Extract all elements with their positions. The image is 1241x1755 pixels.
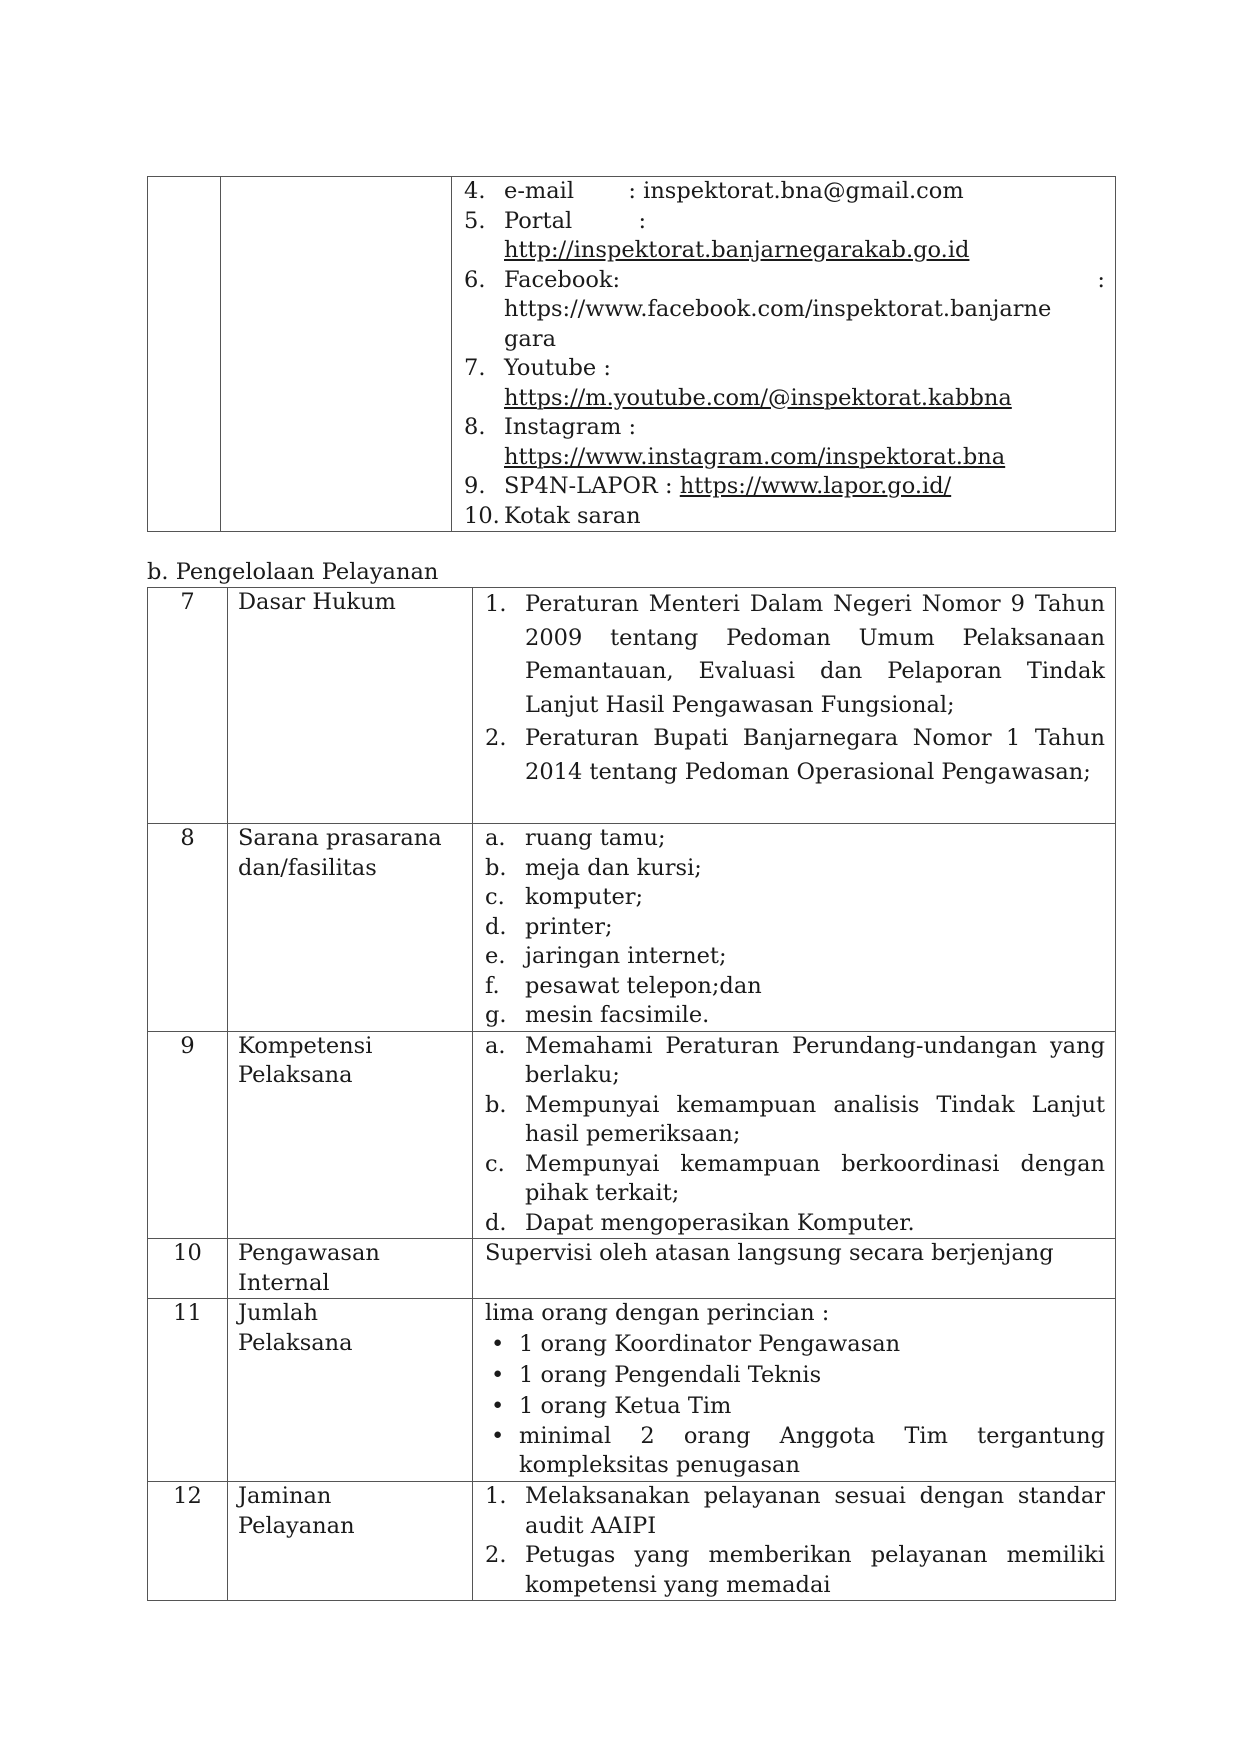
cell-label: [221, 177, 452, 532]
list-item: [485, 1391, 1105, 1422]
list-item: [485, 1422, 1105, 1481]
separator: :: [628, 178, 636, 204]
item-text: Peraturan Bupati Banjarnegara Nomor 1 Tahun 2014 tentang Pedoman Operasional Pengawasan;: [525, 725, 1105, 785]
contact-label: e-mail: [504, 178, 575, 204]
competency-list: [485, 1032, 1105, 1239]
list-marker: 10.: [464, 502, 500, 529]
row-label: Jaminan Pelayanan: [228, 1482, 473, 1601]
row-label: Kompetensi Pelaksana: [228, 1031, 473, 1239]
list-item: [485, 913, 1105, 943]
item-text: meja dan kursi;: [525, 854, 702, 881]
list-marker: a.: [485, 825, 506, 851]
table-row: [148, 1299, 1116, 1482]
item-text: Petugas yang memberikan pelayanan memiliki kompetensi yang memadai: [525, 1542, 1105, 1598]
list-item: [485, 1032, 1105, 1091]
item-text: komputer;: [525, 884, 644, 910]
list-marker: b.: [485, 854, 507, 881]
list-marker: c.: [485, 884, 505, 910]
service-guarantee-list: [485, 1482, 1105, 1600]
list-marker: d.: [485, 1209, 507, 1236]
list-item: [464, 266, 1105, 355]
row-label: Pengawasan Internal: [228, 1239, 473, 1299]
intro-text: lima orang dengan perincian :: [485, 1300, 830, 1326]
list-item: [485, 1541, 1105, 1600]
contact-label: Facebook:: [504, 266, 621, 293]
table-row: [148, 588, 1116, 824]
item-text: minimal 2 orang Anggota Tim tergantung kompleksitas penugasan: [519, 1422, 1105, 1478]
list-item: [485, 1360, 1105, 1391]
table-row: [148, 1031, 1116, 1239]
list-item: [485, 1150, 1105, 1209]
service-management-table: [147, 587, 1116, 1601]
row-number: 8: [148, 824, 228, 1032]
bullet-marker: •: [491, 1422, 505, 1449]
bullet-marker: •: [491, 1361, 505, 1388]
item-text: mesin facsimile.: [525, 1002, 710, 1028]
separator: :: [638, 207, 647, 234]
email-value: inspektorat.bna@gmail.com: [643, 178, 964, 204]
table-row: [148, 824, 1116, 1032]
item-text: Memahami Peraturan Perundang-undangan yang berlaku;: [525, 1032, 1105, 1088]
list-item: [485, 1091, 1105, 1150]
item-text: ruang tamu;: [525, 825, 666, 851]
item-text: Dapat mengoperasikan Komputer.: [525, 1209, 915, 1236]
row-number: 12: [148, 1482, 228, 1601]
list-item: [485, 1329, 1105, 1360]
table-row: [148, 1239, 1116, 1299]
list-marker: 2.: [485, 1542, 507, 1568]
row-content: [473, 1299, 1116, 1482]
list-marker: 6.: [464, 266, 486, 293]
row-content: [473, 588, 1116, 824]
item-text: Mempunyai kemampuan berkoordinasi dengan pihak terkait;: [525, 1150, 1105, 1206]
list-marker: 1.: [485, 1483, 507, 1509]
list-item: [464, 354, 1105, 413]
contact-label: Portal: [504, 207, 573, 234]
contact-label: SP4N-LAPOR :: [504, 473, 673, 499]
row-label: Jumlah Pelaksana: [228, 1299, 473, 1482]
list-item: [464, 502, 1105, 532]
list-marker: b.: [485, 1091, 507, 1118]
list-marker: e.: [485, 943, 506, 969]
list-item: [485, 972, 1105, 1002]
list-item: [485, 824, 1105, 854]
list-item: [464, 413, 1105, 472]
legal-basis-list: [485, 588, 1105, 789]
portal-link[interactable]: http://inspektorat.banjarnegarakab.go.id: [504, 237, 970, 263]
bullet-marker: •: [491, 1392, 505, 1419]
contact-label: Kotak saran: [504, 502, 641, 529]
list-item: [485, 1482, 1105, 1541]
row-number: 11: [148, 1299, 228, 1482]
list-marker: 4.: [464, 178, 486, 204]
list-marker: 1.: [485, 591, 507, 617]
contact-list: [464, 177, 1105, 531]
separator: :: [1097, 266, 1105, 293]
list-marker: 7.: [464, 355, 486, 381]
item-text: 1 orang Pengendali Teknis: [519, 1361, 822, 1388]
list-marker: f.: [485, 972, 500, 999]
list-marker: g.: [485, 1002, 507, 1028]
lapor-link[interactable]: https://www.lapor.go.id/: [679, 473, 952, 499]
list-marker: 5.: [464, 207, 486, 234]
contact-label: Instagram :: [504, 414, 637, 440]
row-number: 10: [148, 1239, 228, 1299]
cell-content: [452, 177, 1116, 532]
list-item: [485, 854, 1105, 884]
facebook-link-continued[interactable]: gara: [504, 325, 556, 352]
item-text: printer;: [525, 913, 613, 940]
list-marker: 9.: [464, 473, 486, 499]
item-text: Mempunyai kemampuan analisis Tindak Lanjut hasil pemeriksaan;: [525, 1091, 1105, 1147]
row-content: [473, 824, 1116, 1032]
personnel-list: [485, 1329, 1105, 1481]
contact-label: Youtube :: [504, 355, 611, 381]
instagram-link[interactable]: https://www.instagram.com/inspektorat.bna: [504, 443, 1006, 470]
row-number: 7: [148, 588, 228, 824]
item-text: Peraturan Menteri Dalam Negeri Nomor 9 Tahun 2009 tentang Pedoman Umum Pelaksanaan Pemantauan, Evaluasi dan Pelaporan Tindak Lanjut Hasil Pengawasan Fungsional;: [525, 591, 1105, 718]
facilities-list: [485, 824, 1105, 1031]
list-item: [485, 1001, 1105, 1031]
row-label: Sarana prasarana dan/fasilitas: [228, 824, 473, 1032]
row-content: [473, 1031, 1116, 1239]
list-item: [485, 1209, 1105, 1239]
youtube-link[interactable]: https://m.youtube.com/@inspektorat.kabbna: [504, 384, 1012, 411]
item-text: Melaksanakan pelayanan sesuai dengan standar audit AAIPI: [525, 1483, 1105, 1539]
item-text: jaringan internet;: [525, 943, 727, 969]
row-content: [473, 1482, 1116, 1601]
section-title: b. Pengelolaan Pelayanan: [147, 559, 439, 585]
item-text: 1 orang Koordinator Pengawasan: [519, 1330, 901, 1357]
row-content: Supervisi oleh atasan langsung secara berjenjang: [473, 1239, 1116, 1299]
list-item: [464, 472, 1105, 502]
contact-table: [147, 176, 1116, 532]
cell-number: [148, 177, 221, 532]
item-text: pesawat telepon;dan: [525, 972, 762, 999]
list-marker: d.: [485, 913, 507, 940]
list-item: [485, 942, 1105, 972]
list-marker: 8.: [464, 414, 486, 440]
table-row: [148, 1482, 1116, 1601]
list-item: [464, 207, 1105, 266]
list-marker: 2.: [485, 725, 507, 751]
list-marker: a.: [485, 1032, 506, 1059]
bullet-marker: •: [491, 1330, 505, 1357]
row-label: Dasar Hukum: [228, 588, 473, 824]
list-item: [485, 883, 1105, 913]
list-item: [485, 588, 1105, 722]
row-number: 9: [148, 1031, 228, 1239]
table-row: [148, 177, 1116, 532]
list-marker: c.: [485, 1150, 505, 1177]
facebook-link[interactable]: https://www.facebook.com/inspektorat.banjarne: [504, 296, 1052, 322]
item-text: 1 orang Ketua Tim: [519, 1392, 732, 1419]
list-item: [464, 177, 1105, 207]
list-item: [485, 722, 1105, 789]
